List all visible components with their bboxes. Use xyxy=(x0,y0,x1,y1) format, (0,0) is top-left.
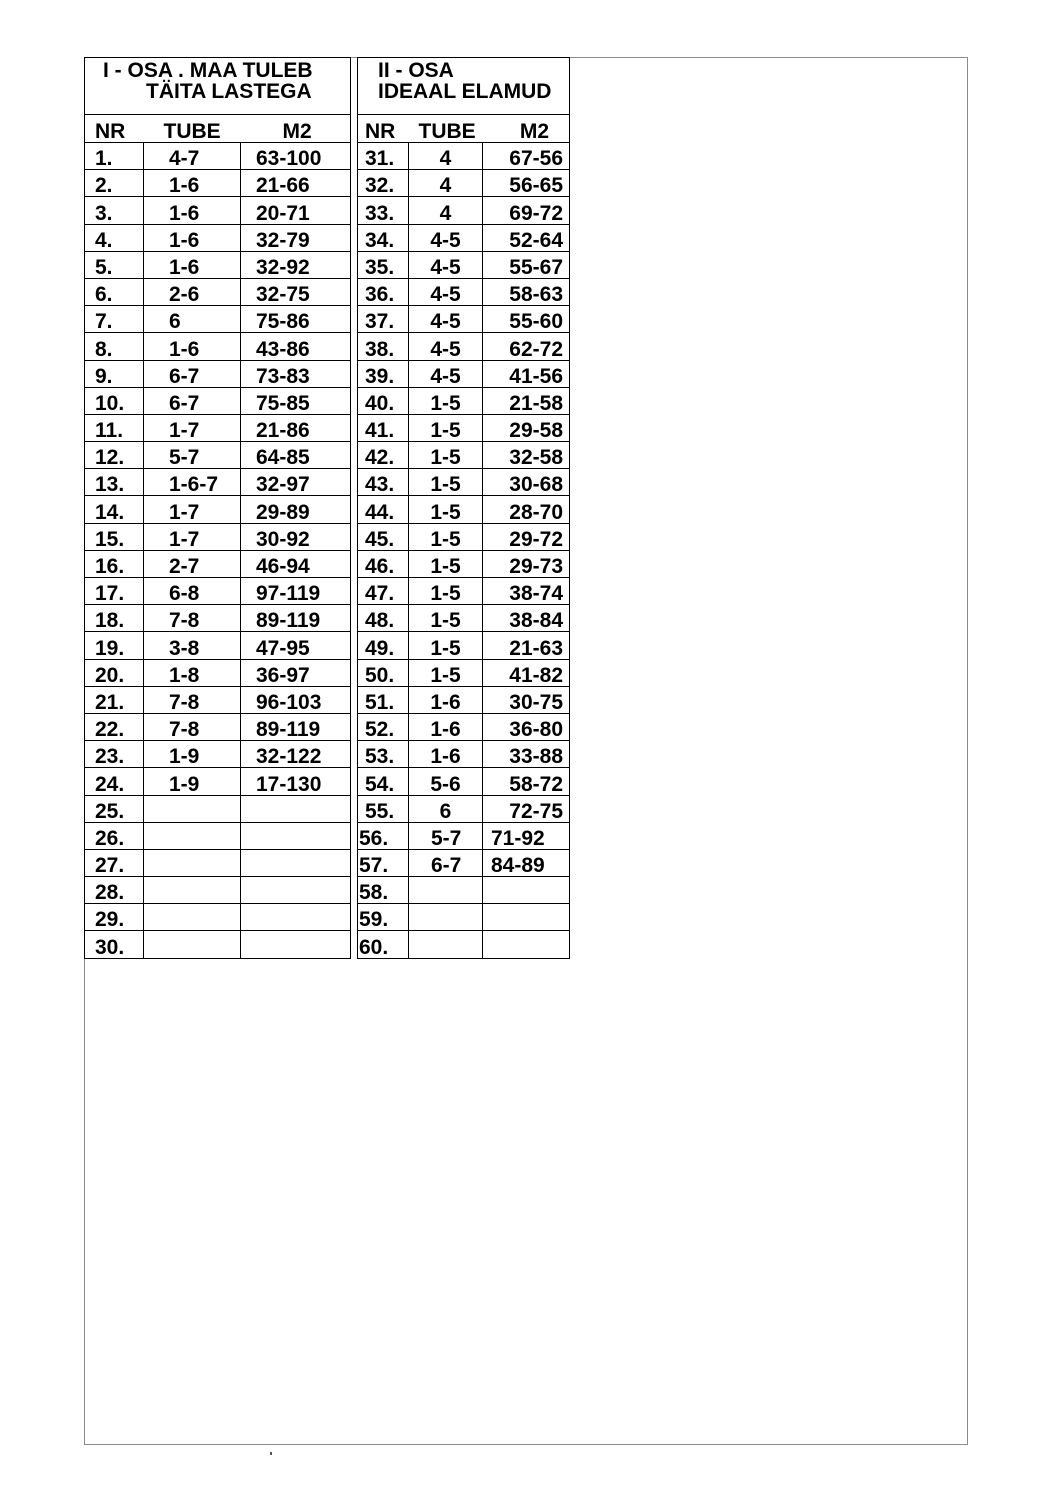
table-row xyxy=(358,822,570,849)
cell-nr: 38. xyxy=(358,333,409,360)
cell-nr: 13. xyxy=(85,469,144,496)
cell-tube: 1-6 xyxy=(144,251,241,278)
table-row xyxy=(85,496,351,523)
cell-tube: 7-8 xyxy=(144,605,241,632)
table-row xyxy=(85,605,351,632)
cell-m2: 21-66 xyxy=(241,170,351,197)
cell-nr: 35. xyxy=(358,251,409,278)
cell-tube: 5-6 xyxy=(409,768,483,795)
cell-tube: 1-5 xyxy=(409,605,483,632)
cell-tube xyxy=(144,931,241,958)
cell-m2: 30-75 xyxy=(483,686,570,713)
cell-nr: 55. xyxy=(358,795,409,822)
table-row xyxy=(85,904,351,931)
cell-nr: 25. xyxy=(85,795,144,822)
cell-tube: 1-5 xyxy=(409,442,483,469)
table-section-1 xyxy=(84,57,351,959)
table-section-2 xyxy=(357,57,570,959)
cell-m2: 63-100 xyxy=(241,143,351,170)
table-row xyxy=(85,278,351,305)
table-row xyxy=(85,768,351,795)
cell-nr: 56. xyxy=(358,822,409,849)
cell-nr: 19. xyxy=(85,632,144,659)
table-row xyxy=(85,822,351,849)
table-row xyxy=(85,877,351,904)
cell-tube: 4-5 xyxy=(409,224,483,251)
cell-m2: 32-79 xyxy=(241,224,351,251)
cell-tube xyxy=(144,904,241,931)
table-row xyxy=(358,197,570,224)
cell-m2: 71-92 xyxy=(483,822,570,849)
cell-nr: 53. xyxy=(358,741,409,768)
table-row xyxy=(358,849,570,876)
cell-tube: 7-8 xyxy=(144,686,241,713)
header-tube: TUBE xyxy=(144,115,241,143)
cell-tube xyxy=(409,877,483,904)
cell-nr: 34. xyxy=(358,224,409,251)
cell-tube: 6 xyxy=(409,795,483,822)
cell-tube xyxy=(144,795,241,822)
cell-tube: 1-5 xyxy=(409,496,483,523)
cell-m2 xyxy=(483,904,570,931)
cell-nr: 5. xyxy=(85,251,144,278)
cell-nr: 10. xyxy=(85,387,144,414)
cell-tube: 2-7 xyxy=(144,550,241,577)
cell-tube: 1-5 xyxy=(409,414,483,441)
cell-m2: 21-58 xyxy=(483,387,570,414)
cell-tube: 6-7 xyxy=(144,387,241,414)
cell-m2 xyxy=(241,877,351,904)
title-line-2: TÄITA LASTEGA xyxy=(146,80,312,103)
table-row xyxy=(358,713,570,740)
cell-tube: 1-6-7 xyxy=(144,469,241,496)
cell-nr: 9. xyxy=(85,360,144,387)
table-row xyxy=(85,931,351,958)
cell-tube: 1-6 xyxy=(144,170,241,197)
table-title xyxy=(85,58,351,115)
cell-tube: 1-6 xyxy=(409,741,483,768)
cell-tube: 1-5 xyxy=(409,578,483,605)
table-row xyxy=(85,306,351,333)
cell-nr: 52. xyxy=(358,713,409,740)
cell-nr: 30. xyxy=(95,935,125,959)
cell-tube xyxy=(144,822,241,849)
cell-m2: 56-65 xyxy=(483,170,570,197)
cell-tube: 1-8 xyxy=(144,659,241,686)
cell-tube: 4-5 xyxy=(409,306,483,333)
header-m2: M2 xyxy=(241,115,351,143)
cell-nr: 20. xyxy=(85,659,144,686)
cell-nr: 37. xyxy=(358,306,409,333)
table-row xyxy=(85,333,351,360)
table-row xyxy=(85,795,351,822)
table-row xyxy=(85,143,351,170)
table-row xyxy=(85,578,351,605)
cell-m2: 20-71 xyxy=(241,197,351,224)
cell-m2: 21-86 xyxy=(241,414,351,441)
cell-m2 xyxy=(483,877,570,904)
cell-nr: 15. xyxy=(85,523,144,550)
table-row xyxy=(85,686,351,713)
cell-tube: 4 xyxy=(409,170,483,197)
cell-m2: 67-56 xyxy=(483,143,570,170)
cell-m2: 55-60 xyxy=(483,306,570,333)
cell-m2: 32-92 xyxy=(241,251,351,278)
cell-tube: 1-5 xyxy=(409,550,483,577)
cell-nr: 1. xyxy=(85,143,144,170)
cell-m2: 64-85 xyxy=(241,442,351,469)
title-line-1: II - OSA xyxy=(378,59,454,82)
table-row xyxy=(358,442,570,469)
cell-tube: 1-9 xyxy=(144,741,241,768)
table-row xyxy=(358,414,570,441)
cell-nr: 26. xyxy=(85,822,144,849)
cell-nr: 46. xyxy=(358,550,409,577)
table-row xyxy=(85,741,351,768)
table-title xyxy=(358,58,570,115)
table-row xyxy=(85,523,351,550)
cell-m2: 28-70 xyxy=(483,496,570,523)
cell-nr: 41. xyxy=(358,414,409,441)
cell-tube: 4-5 xyxy=(409,278,483,305)
cell-m2: 29-89 xyxy=(241,496,351,523)
cell-tube: 4-5 xyxy=(409,251,483,278)
cell-tube xyxy=(144,877,241,904)
cell-tube: 1-6 xyxy=(409,713,483,740)
table-row xyxy=(85,170,351,197)
cell-nr: 54. xyxy=(358,768,409,795)
cell-m2: 72-75 xyxy=(483,795,570,822)
cell-nr: 28. xyxy=(85,877,144,904)
cell-nr: 39. xyxy=(358,360,409,387)
cell-nr: 48. xyxy=(358,605,409,632)
cell-m2 xyxy=(241,904,351,931)
table-row xyxy=(358,768,570,795)
table-row xyxy=(358,877,570,904)
cell-nr: 11. xyxy=(85,414,144,441)
cell-m2: 73-83 xyxy=(241,360,351,387)
table-row xyxy=(85,251,351,278)
cell-m2: 32-75 xyxy=(241,278,351,305)
cell-tube: 1-5 xyxy=(409,632,483,659)
cell-nr: 14. xyxy=(85,496,144,523)
cell-nr: 44. xyxy=(358,496,409,523)
cell-nr: 58. xyxy=(358,877,409,904)
cell-m2 xyxy=(241,849,351,876)
cell-nr: 24. xyxy=(85,768,144,795)
table-row xyxy=(358,904,570,931)
cell-m2 xyxy=(241,822,351,849)
cell-m2: 33-88 xyxy=(483,741,570,768)
cell-m2 xyxy=(241,795,351,822)
stray-mark xyxy=(270,1452,272,1455)
cell-m2: 52-64 xyxy=(483,224,570,251)
cell-nr: 43. xyxy=(358,469,409,496)
cell-m2: 17-130 xyxy=(241,768,351,795)
cell-tube: 2-6 xyxy=(144,278,241,305)
cell-tube: 4-5 xyxy=(409,333,483,360)
cell-m2: 69-72 xyxy=(483,197,570,224)
cell-nr: 23. xyxy=(85,741,144,768)
cell-nr: 2. xyxy=(85,170,144,197)
table-row xyxy=(85,713,351,740)
cell-tube: 1-7 xyxy=(144,523,241,550)
cell-m2: 43-86 xyxy=(241,333,351,360)
table-row xyxy=(358,686,570,713)
table-row xyxy=(85,414,351,441)
table-row xyxy=(85,360,351,387)
cell-m2: 36-80 xyxy=(483,713,570,740)
cell-nr: 27. xyxy=(85,849,144,876)
cell-nr: 32. xyxy=(358,170,409,197)
table-row xyxy=(358,469,570,496)
table-row xyxy=(358,360,570,387)
cell-m2: 41-82 xyxy=(483,659,570,686)
table-row xyxy=(358,550,570,577)
table-title-row xyxy=(358,58,570,115)
cell-nr: 40. xyxy=(358,387,409,414)
cell-nr: 8. xyxy=(85,333,144,360)
table-row xyxy=(85,224,351,251)
cell-m2: 30-68 xyxy=(483,469,570,496)
cell-nr: 50. xyxy=(358,659,409,686)
cell-nr: 18. xyxy=(85,605,144,632)
table-row xyxy=(358,333,570,360)
cell-m2: 30-92 xyxy=(241,523,351,550)
table-row xyxy=(358,578,570,605)
cell-m2: 62-72 xyxy=(483,333,570,360)
table-row xyxy=(358,278,570,305)
table-row xyxy=(358,143,570,170)
cell-m2: 89-119 xyxy=(241,713,351,740)
cell-nr: 29. xyxy=(85,904,144,931)
cell-m2: 46-94 xyxy=(241,550,351,577)
cell-m2: 29-58 xyxy=(483,414,570,441)
cell-m2: 32-122 xyxy=(241,741,351,768)
header-tube: TUBE xyxy=(409,115,483,143)
cell-m2: 58-72 xyxy=(483,768,570,795)
table-row xyxy=(85,442,351,469)
cell-tube: 1-6 xyxy=(144,197,241,224)
cell-m2: 38-84 xyxy=(483,605,570,632)
cell-nr: 60. xyxy=(359,935,389,959)
cell-tube: 1-9 xyxy=(144,768,241,795)
cell-tube: 1-6 xyxy=(409,686,483,713)
cell-tube: 6-7 xyxy=(409,849,483,876)
cell-nr: 33. xyxy=(358,197,409,224)
cell-tube: 1-6 xyxy=(144,333,241,360)
table-row xyxy=(85,659,351,686)
cell-tube: 6 xyxy=(144,306,241,333)
cell-tube: 5-7 xyxy=(409,822,483,849)
table-row xyxy=(85,550,351,577)
cell-m2 xyxy=(241,931,351,958)
table-row xyxy=(358,741,570,768)
cell-nr: 12. xyxy=(85,442,144,469)
cell-tube: 3-8 xyxy=(144,632,241,659)
cell-m2: 38-74 xyxy=(483,578,570,605)
cell-nr: 47. xyxy=(358,578,409,605)
cell-m2: 41-56 xyxy=(483,360,570,387)
cell-m2: 36-97 xyxy=(241,659,351,686)
header-m2: M2 xyxy=(483,115,570,143)
table-row xyxy=(358,170,570,197)
table-row xyxy=(358,251,570,278)
cell-m2: 75-85 xyxy=(241,387,351,414)
table-row xyxy=(358,632,570,659)
table-row xyxy=(85,197,351,224)
table-row xyxy=(358,931,570,958)
header-nr: NR xyxy=(358,115,409,143)
cell-nr: 36. xyxy=(358,278,409,305)
cell-nr: 51. xyxy=(358,686,409,713)
cell-tube: 4 xyxy=(409,143,483,170)
cell-tube: 1-5 xyxy=(409,387,483,414)
cell-nr: 42. xyxy=(358,442,409,469)
table-row xyxy=(85,632,351,659)
cell-m2: 84-89 xyxy=(483,849,570,876)
table-row xyxy=(358,605,570,632)
table-row xyxy=(358,224,570,251)
cell-tube: 4 xyxy=(409,197,483,224)
title-line-1: I - OSA . MAA TULEB xyxy=(103,59,313,82)
cell-m2: 21-63 xyxy=(483,632,570,659)
cell-tube xyxy=(409,931,483,958)
cell-tube xyxy=(409,904,483,931)
table-row xyxy=(358,523,570,550)
cell-tube xyxy=(144,849,241,876)
cell-tube: 1-5 xyxy=(409,469,483,496)
table-row xyxy=(358,659,570,686)
title-line-2: IDEAAL ELAMUD xyxy=(378,80,552,103)
cell-tube: 1-7 xyxy=(144,414,241,441)
table-row xyxy=(358,496,570,523)
cell-nr: 31. xyxy=(358,143,409,170)
cell-tube: 7-8 xyxy=(144,713,241,740)
table-row xyxy=(358,306,570,333)
table-title-row xyxy=(85,58,351,115)
header-row xyxy=(85,115,351,143)
cell-nr: 4. xyxy=(85,224,144,251)
table-row xyxy=(358,795,570,822)
cell-tube: 1-7 xyxy=(144,496,241,523)
table-row xyxy=(358,387,570,414)
cell-nr: 59. xyxy=(358,904,409,931)
cell-nr: 16. xyxy=(85,550,144,577)
cell-m2: 97-119 xyxy=(241,578,351,605)
header-row xyxy=(358,115,570,143)
cell-m2: 75-86 xyxy=(241,306,351,333)
cell-tube: 1-5 xyxy=(409,659,483,686)
header-nr: NR xyxy=(85,115,144,143)
table-row xyxy=(85,469,351,496)
cell-nr: 6. xyxy=(85,278,144,305)
cell-m2: 96-103 xyxy=(241,686,351,713)
cell-nr: 45. xyxy=(358,523,409,550)
cell-tube: 1-5 xyxy=(409,523,483,550)
cell-m2: 58-63 xyxy=(483,278,570,305)
cell-m2: 47-95 xyxy=(241,632,351,659)
cell-m2: 29-73 xyxy=(483,550,570,577)
cell-nr: 21. xyxy=(85,686,144,713)
cell-nr: 49. xyxy=(358,632,409,659)
cell-tube: 6-8 xyxy=(144,578,241,605)
cell-tube: 4-5 xyxy=(409,360,483,387)
cell-m2: 32-97 xyxy=(241,469,351,496)
cell-m2: 55-67 xyxy=(483,251,570,278)
cell-nr: 57. xyxy=(358,849,409,876)
cell-tube: 5-7 xyxy=(144,442,241,469)
cell-m2: 32-58 xyxy=(483,442,570,469)
table-row xyxy=(85,849,351,876)
table-row xyxy=(85,387,351,414)
cell-nr: 7. xyxy=(85,306,144,333)
cell-nr: 22. xyxy=(85,713,144,740)
cell-nr: 17. xyxy=(85,578,144,605)
cell-m2: 89-119 xyxy=(241,605,351,632)
cell-m2: 29-72 xyxy=(483,523,570,550)
cell-m2 xyxy=(483,931,570,958)
cell-tube: 6-7 xyxy=(144,360,241,387)
cell-tube: 1-6 xyxy=(144,224,241,251)
cell-nr: 3. xyxy=(85,197,144,224)
cell-tube: 4-7 xyxy=(144,143,241,170)
